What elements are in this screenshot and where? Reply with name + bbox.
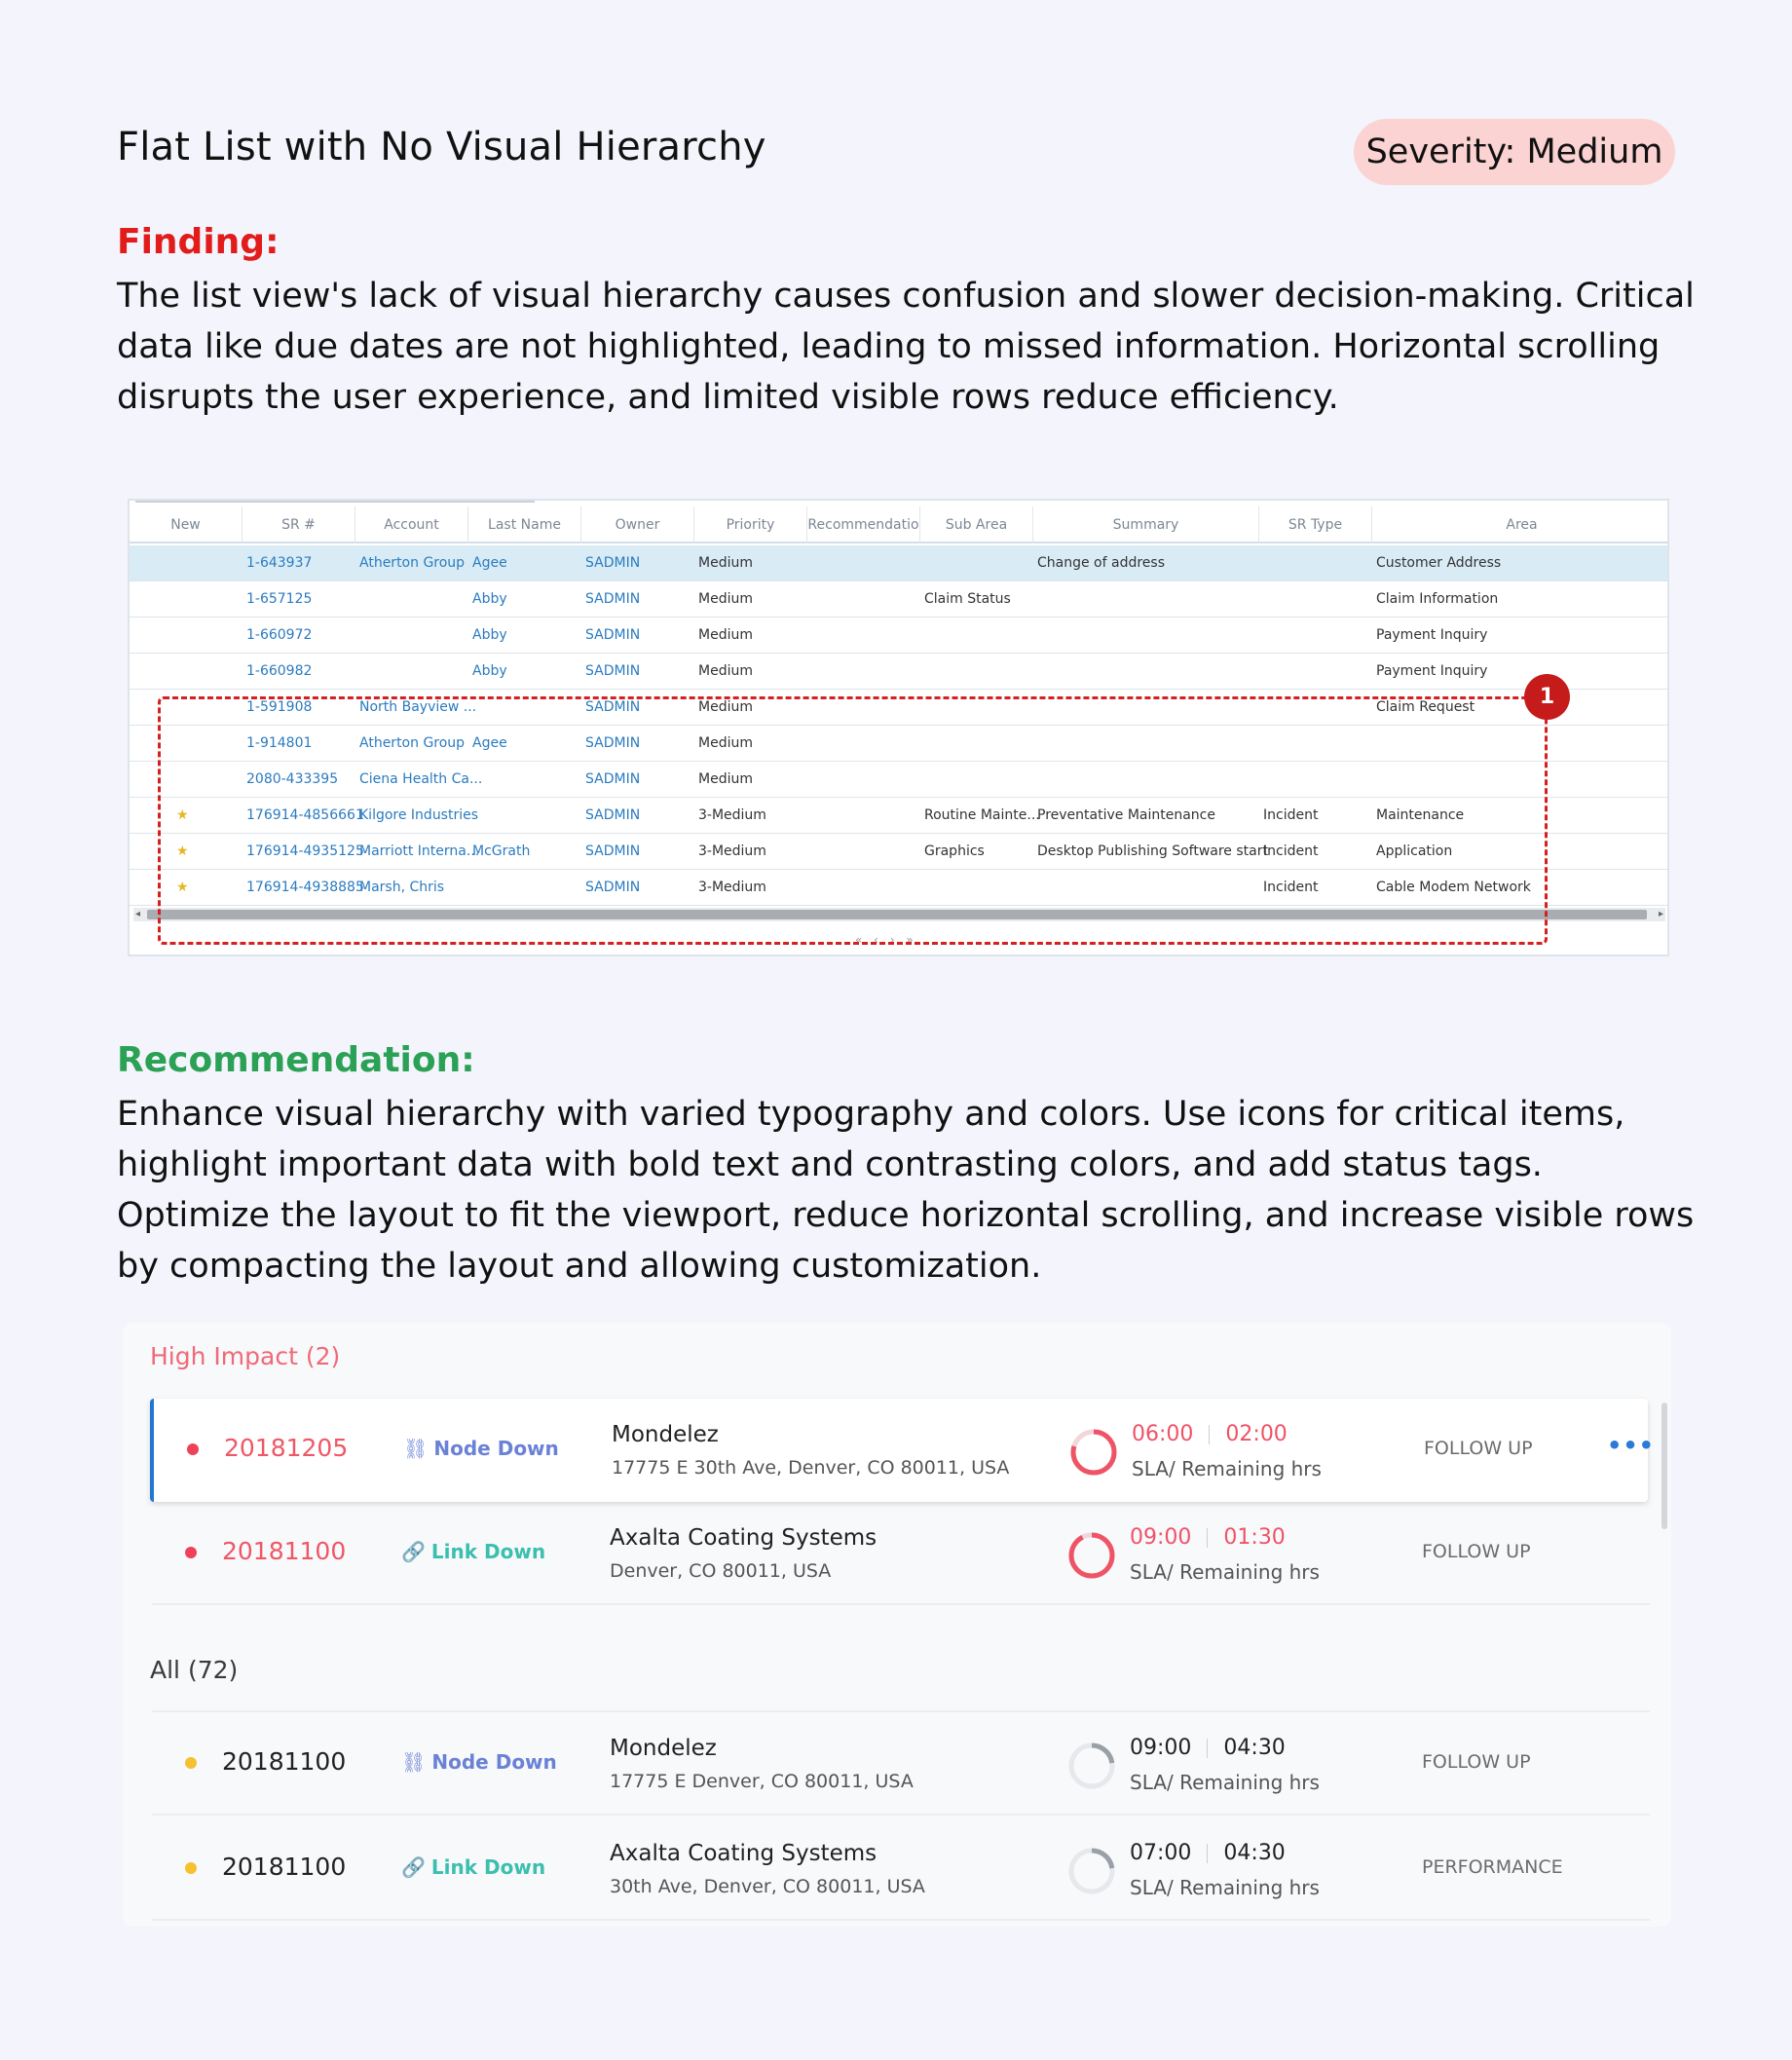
- sla-values: [1130, 1841, 1286, 1865]
- cell-area: Maintenance: [1376, 807, 1465, 823]
- col-sub-area[interactable]: Sub Area: [920, 506, 1033, 543]
- scroll-right-icon[interactable]: ▸: [1658, 909, 1663, 919]
- sla-label: SLA/ Remaining hrs: [1130, 1876, 1320, 1899]
- cell-priority: 3-Medium: [698, 807, 766, 823]
- cell-sr[interactable]: 176914-4935125: [246, 843, 364, 859]
- page-title: Flat List with No Visual Hierarchy: [117, 125, 766, 169]
- sr-number[interactable]: 20181100: [222, 1537, 347, 1565]
- cell-account[interactable]: [359, 618, 468, 654]
- star-icon: ★: [176, 807, 189, 823]
- cell-owner[interactable]: SADMIN: [585, 627, 641, 643]
- cell-sr[interactable]: 176914-4856661: [246, 807, 364, 823]
- sr-number[interactable]: 20181100: [222, 1747, 347, 1776]
- cell-owner[interactable]: SADMIN: [585, 880, 641, 895]
- all-title: All (72): [150, 1656, 239, 1684]
- status-dot-icon: [185, 1757, 197, 1769]
- annotation-marker: 1: [1524, 674, 1570, 720]
- status-tag: [401, 1540, 545, 1563]
- col-new[interactable]: New: [130, 506, 243, 543]
- sr-number[interactable]: 20181205: [224, 1434, 349, 1462]
- cell-srtype: Incident: [1263, 843, 1319, 859]
- cell-subarea: Graphics: [924, 843, 985, 859]
- cell-owner[interactable]: SADMIN: [585, 735, 641, 751]
- col-account[interactable]: Account: [355, 506, 468, 543]
- table-row[interactable]: [130, 654, 1667, 690]
- cell-owner[interactable]: SADMIN: [585, 771, 641, 787]
- cell-rec: [811, 654, 920, 690]
- old-table-header: [130, 506, 1667, 543]
- cell-summary: Desktop Publishing Software start: [1037, 843, 1268, 859]
- col-area[interactable]: Area: [1506, 517, 1538, 533]
- high-impact-title: High Impact (2): [150, 1342, 341, 1370]
- cell-summary: [1037, 618, 1259, 654]
- col-sr-type[interactable]: SR Type: [1259, 506, 1372, 543]
- cell-subarea: [924, 654, 1033, 690]
- cell-rec: [811, 581, 920, 618]
- remaining-time: 01:30: [1223, 1525, 1286, 1550]
- cell-account[interactable]: North Bayview ...: [359, 699, 477, 715]
- cell-last[interactable]: Abby: [472, 627, 507, 643]
- company-name: Axalta Coating Systems: [610, 1525, 877, 1551]
- cell-sr[interactable]: 1-660972: [246, 627, 313, 643]
- star-icon: [176, 654, 235, 690]
- col-summary[interactable]: Summary: [1033, 506, 1259, 543]
- cell-account[interactable]: Kilgore Industries: [359, 807, 479, 823]
- cell-last[interactable]: McGrath: [472, 843, 531, 859]
- cell-owner[interactable]: SADMIN: [585, 699, 641, 715]
- cell-area: Claim Information: [1376, 591, 1499, 607]
- sla-ring-icon: [1067, 1531, 1116, 1580]
- cell-rec: [811, 545, 920, 581]
- col-last-name[interactable]: Last Name: [468, 506, 581, 543]
- cell-summary: Change of address: [1037, 555, 1165, 571]
- cell-priority: Medium: [698, 699, 753, 715]
- cell-area: Payment Inquiry: [1376, 627, 1488, 643]
- cell-area: Cable Modem Network: [1376, 880, 1531, 895]
- cell-account[interactable]: [359, 581, 468, 618]
- cell-account[interactable]: Atherton Group: [359, 555, 466, 571]
- cell-srtype: Incident: [1263, 807, 1319, 823]
- cell-priority: Medium: [698, 663, 753, 679]
- status-tag: [401, 1750, 557, 1774]
- status-dot-icon: [185, 1862, 197, 1874]
- col-recommendation[interactable]: Recommendatio: [807, 506, 920, 543]
- cell-srtype: [1263, 654, 1372, 690]
- cell-area: Customer Address: [1376, 555, 1502, 571]
- cell-priority: Medium: [698, 735, 753, 751]
- sla-time: 06:00: [1132, 1422, 1194, 1446]
- company-address: 17775 E Denver, CO 80011, USA: [610, 1771, 914, 1792]
- cell-sr[interactable]: 1-660982: [246, 663, 313, 679]
- improved-list-card: [123, 1323, 1671, 1927]
- highlight-region: [158, 696, 1548, 945]
- table-row[interactable]: [130, 545, 1667, 581]
- company-address: 17775 E 30th Ave, Denver, CO 80011, USA: [612, 1457, 1010, 1479]
- table-row[interactable]: [130, 581, 1667, 618]
- cell-account[interactable]: Atherton Group: [359, 735, 466, 751]
- status-dot-icon: [185, 1547, 197, 1558]
- vertical-scrollbar[interactable]: [1661, 1403, 1667, 1529]
- cell-subarea: [924, 618, 1033, 654]
- cell-area: Application: [1376, 843, 1453, 859]
- sla-label: SLA/ Remaining hrs: [1130, 1560, 1320, 1584]
- cell-priority: 3-Medium: [698, 843, 766, 859]
- finding-heading: Finding:: [117, 222, 280, 262]
- cell-area: Payment Inquiry: [1376, 663, 1488, 679]
- star-icon: [176, 545, 235, 581]
- list-item[interactable]: [152, 1817, 1650, 1921]
- list-item[interactable]: [150, 1399, 1656, 1502]
- remaining-time: 02:00: [1225, 1422, 1288, 1446]
- follow-up-button[interactable]: FOLLOW UP: [1424, 1438, 1533, 1459]
- cell-area: Claim Request: [1376, 699, 1475, 715]
- cell-summary: [1037, 654, 1259, 690]
- more-options-icon[interactable]: •••: [1607, 1432, 1656, 1459]
- cell-owner[interactable]: SADMIN: [585, 843, 641, 859]
- performance-button[interactable]: PERFORMANCE: [1422, 1856, 1563, 1878]
- cell-sr[interactable]: 1-914801: [246, 735, 313, 751]
- cell-summary: [1037, 581, 1259, 618]
- star-icon: ★: [176, 880, 189, 895]
- cell-last[interactable]: Agee: [472, 555, 507, 571]
- company-name: Mondelez: [612, 1422, 719, 1447]
- cell-priority: Medium: [698, 555, 753, 571]
- cell-priority: 3-Medium: [698, 880, 766, 895]
- star-icon: [176, 618, 235, 654]
- sla-label: SLA/ Remaining hrs: [1132, 1457, 1322, 1480]
- remaining-time: 04:30: [1223, 1736, 1286, 1760]
- company-address: Denver, CO 80011, USA: [610, 1560, 832, 1582]
- recommendation-text: Enhance visual hierarchy with varied typography and colors. Use icons for critical items, highlight important data with bold text and contrasting colors, and add status tags. Optimize the layout to fit the viewport, reduce horizontal scrolling, and increase visible rows by compacting the layout and allowing customization.: [117, 1095, 1695, 1286]
- status-tag: [403, 1437, 559, 1460]
- cell-sr[interactable]: 2080-433395: [246, 771, 339, 787]
- cell-priority: Medium: [698, 591, 753, 607]
- follow-up-button[interactable]: FOLLOW UP: [1422, 1541, 1531, 1562]
- cell-account[interactable]: Ciena Health Ca...: [359, 771, 483, 787]
- link-icon: 🔗: [401, 1855, 426, 1879]
- status-tag-label: Link Down: [430, 1855, 546, 1879]
- cell-rec: [811, 618, 920, 654]
- cell-priority: Medium: [698, 627, 753, 643]
- company-address: 30th Ave, Denver, CO 80011, USA: [610, 1876, 925, 1897]
- status-tag-label: Node Down: [433, 1437, 559, 1460]
- node-down-icon: ⛓: [401, 1750, 427, 1774]
- link-icon: 🔗: [401, 1540, 426, 1563]
- follow-up-button[interactable]: FOLLOW UP: [1422, 1751, 1531, 1773]
- list-item[interactable]: [152, 1712, 1650, 1816]
- sla-values: [1132, 1422, 1288, 1446]
- star-icon: ★: [176, 843, 189, 859]
- status-dot-icon: [187, 1443, 199, 1455]
- cell-sr[interactable]: 176914-4938885: [246, 880, 364, 895]
- cell-sr[interactable]: 1-643937: [246, 555, 313, 571]
- cell-owner[interactable]: SADMIN: [585, 591, 641, 607]
- table-row[interactable]: [130, 618, 1667, 654]
- sr-number[interactable]: 20181100: [222, 1853, 347, 1881]
- remaining-time: 04:30: [1223, 1841, 1286, 1865]
- col-owner[interactable]: Owner: [581, 506, 694, 543]
- cell-sr[interactable]: 1-591908: [246, 699, 313, 715]
- cell-srtype: [1263, 545, 1372, 581]
- cell-owner[interactable]: SADMIN: [585, 555, 641, 571]
- status-tag-label: Node Down: [431, 1750, 557, 1774]
- sla-values: [1130, 1736, 1286, 1760]
- star-icon: [176, 581, 235, 618]
- recommendation-heading: Recommendation:: [117, 1040, 475, 1080]
- list-item[interactable]: [152, 1502, 1650, 1605]
- status-tag-label: Link Down: [430, 1540, 546, 1563]
- sla-time: 07:00: [1130, 1841, 1192, 1865]
- cell-subarea: Claim Status: [924, 591, 1011, 607]
- cell-owner[interactable]: SADMIN: [585, 663, 641, 679]
- cell-sr[interactable]: 1-657125: [246, 591, 313, 607]
- sla-ring-icon: [1067, 1847, 1116, 1895]
- cell-srtype: Incident: [1263, 880, 1319, 895]
- company-name: Mondelez: [610, 1736, 717, 1761]
- col-priority[interactable]: Priority: [694, 506, 807, 543]
- cell-srtype: [1263, 581, 1372, 618]
- sla-label: SLA/ Remaining hrs: [1130, 1771, 1320, 1794]
- old-tabs: [135, 501, 535, 503]
- cell-account[interactable]: Marsh, Chris: [359, 880, 445, 895]
- cell-summary: Preventative Maintenance: [1037, 807, 1215, 823]
- col-sr[interactable]: SR #: [243, 506, 355, 543]
- cell-subarea: Routine Mainte...: [924, 807, 1040, 823]
- cell-last[interactable]: Agee: [472, 735, 507, 751]
- pager[interactable]: « ‹ › »: [855, 933, 917, 947]
- company-name: Axalta Coating Systems: [610, 1841, 877, 1866]
- sla-values: [1130, 1525, 1286, 1550]
- scroll-left-icon[interactable]: ◂: [135, 909, 141, 919]
- cell-account[interactable]: [359, 654, 468, 690]
- cell-owner[interactable]: SADMIN: [585, 807, 641, 823]
- cell-last[interactable]: Abby: [472, 591, 507, 607]
- severity-badge: Severity: Medium: [1354, 119, 1675, 185]
- cell-account[interactable]: Marriott Interna...: [359, 843, 480, 859]
- sla-ring-icon: [1069, 1428, 1118, 1477]
- status-tag: [401, 1855, 545, 1879]
- cell-subarea: [924, 545, 1033, 581]
- sla-ring-icon: [1067, 1742, 1116, 1790]
- sla-time: 09:00: [1130, 1525, 1192, 1550]
- cell-last[interactable]: Abby: [472, 663, 507, 679]
- cell-priority: Medium: [698, 771, 753, 787]
- cell-srtype: [1263, 618, 1372, 654]
- finding-text: The list view's lack of visual hierarchy causes confusion and slower decision-making. Critical data like due dates are not highlighted, leading to missed information. Horizontal scrolling disrupts the user experience, and limited visible rows reduce efficiency.: [117, 277, 1695, 417]
- node-down-icon: ⛓: [403, 1437, 429, 1460]
- sla-time: 09:00: [1130, 1736, 1192, 1760]
